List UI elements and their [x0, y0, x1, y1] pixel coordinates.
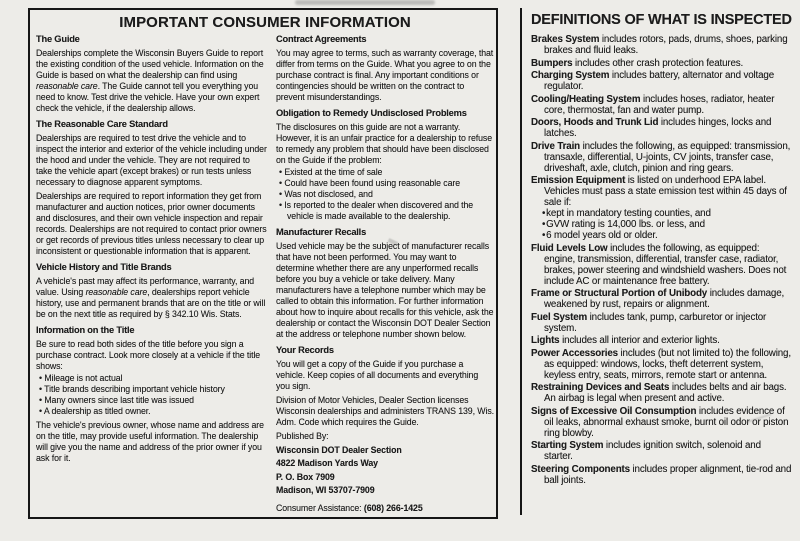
definition-bullet: • GVW rating is 14,000 lbs. or less, and [531, 219, 792, 230]
bullet-item: • A dealership as titled owner. [36, 406, 268, 417]
paragraph: Division of Motor Vehicles, Dealer Section licenses Wisconsin dealerships and administers TRANS 139, Wis. Adm. Code which requires the Guide. [276, 395, 494, 427]
definition-entry [531, 406, 792, 439]
paragraph: Dealerships are required to test drive the vehicle and to inspect the interior and exterior of the vehicle including under the hood and under the vehicle. They are not required to take the vehicle apart (except brakes) or run tests unless necessary to diagnose apparent symptoms. [36, 133, 267, 187]
definition-term: Fuel System [531, 311, 588, 323]
definition-text [531, 94, 792, 116]
paragraph: Be sure to read both sides of the title before you sign a purchase contract. Look more closely at a vehicle if the title shows: [36, 339, 261, 371]
bullet-item: • Could have been found using reasonable care [276, 178, 494, 189]
section-heading: Information on the Title [36, 325, 135, 335]
definition-entry [531, 464, 792, 486]
definition-description: includes rotors, pads, drums, shoes, parking brakes and fluid leaks. [544, 34, 788, 56]
section-heading: Your Records [276, 345, 334, 355]
definitions-list [531, 34, 792, 486]
address-line: Madison, WI 53707-7909 [276, 485, 375, 495]
definition-text [531, 288, 792, 310]
definition-bullet: • kept in mandatory testing counties, and [531, 208, 792, 219]
definition-text [531, 312, 792, 334]
definition-entry [531, 58, 792, 69]
definition-term: Cooling/Heating System [531, 93, 641, 105]
paragraph: Used vehicle may be the subject of manufacturer recalls that have not been performed. You may want to determine whether there are any unperformed recalls before you buy a vehicle or take delivery. Many manufacturers have a telephone number which may be called to obtain this information. For further information about how to inquire about recalls for this vehicle, ask the dealership or contact the Wisconsin DOT Dealer Section at the address or telephone number shown below. [276, 241, 494, 339]
definition-text [531, 335, 792, 346]
definition-entry [531, 440, 792, 462]
bullet-item: • Existed at the time of sale [276, 167, 494, 178]
definition-term: Emission Equipment [531, 175, 626, 186]
definition-entry [531, 348, 792, 381]
definition-entry [531, 243, 792, 287]
bullet-item: • Is reported to the dealer when discovered and the vehicle is made available to the dealership. [276, 200, 494, 222]
definition-description: is listed on underhood EPA label. Vehicles must pass a state emission test within 45 days of sale if: [544, 175, 787, 208]
definition-text [531, 464, 792, 486]
definition-entry [531, 288, 792, 310]
definition-entry [531, 70, 792, 92]
definition-text [531, 382, 792, 404]
definition-description: includes ignition switch, solenoid and starter. [544, 440, 761, 462]
definition-text [531, 141, 792, 174]
definition-description: includes the following, as equipped: transmission, transaxle, differential, U-joints, CV joints, transfer case, driveshaft, axle, clutch, pinion and ring gears. [544, 140, 791, 174]
definition-term: Steering Components [531, 463, 630, 475]
definition-term: Signs of Excessive Oil Consumption [531, 405, 697, 417]
definition-entry [531, 382, 792, 404]
definition-term: Frame or Structural Portion of Unibody [531, 288, 708, 299]
definition-term: Starting System [531, 440, 604, 451]
section-heading: Vehicle History and Title Brands [36, 262, 172, 272]
definition-entry [531, 94, 792, 116]
paragraph: Dealerships complete the Wisconsin Buyers Guide to report the existing condition of the used vehicle. Information on the Guide is based on what the dealership can find using reasonable care. The Guide cannot tell you everything you need to know. Test drive the vehicle. Have your own expert check the vehicle, if the dealership allows. [36, 48, 264, 113]
definition-term: Lights [531, 335, 560, 346]
bullet-item: • Was not disclosed, and [276, 189, 494, 200]
definition-term: Bumpers [531, 57, 573, 69]
consumer-info-columns [36, 34, 494, 514]
definition-text [531, 440, 792, 462]
left-column [36, 34, 268, 514]
definition-text [531, 117, 792, 139]
definition-bullet: • 6 model years old or older. [531, 230, 792, 241]
definition-description: includes evidence of oil leaks, abnormal exhaust smoke, burnt oil odor or piston ring blowby. [544, 405, 789, 439]
definition-term: Power Accessories [531, 347, 618, 359]
definition-text [531, 70, 792, 92]
section-heading: Manufacturer Recalls [276, 227, 367, 237]
scan-smudge [295, 0, 435, 5]
section-heading: Obligation to Remedy Undisclosed Problems [276, 108, 467, 118]
definition-description: includes all interior and exterior lights. [562, 335, 720, 346]
definition-description: includes (but not limited to) the following, as equipped: windows, locks, theft deterrent system, keyless entry, seats, mirrors, remote start or antenna. [544, 347, 791, 381]
address-line: P. O. Box 7909 [276, 471, 335, 482]
definition-term: Doors, Hoods and Trunk Lid [531, 117, 659, 128]
column-divider-line [520, 8, 522, 515]
section-heading: Contract Agreements [276, 34, 367, 44]
definition-text [531, 348, 792, 381]
definition-description: includes belts and air bags. An airbag is legal when present and active. [544, 382, 787, 404]
middle-column [276, 34, 494, 514]
definitions-column [531, 10, 792, 536]
section-heading: The Reasonable Care Standard [36, 119, 168, 129]
definition-term: Fluid Levels Low [531, 242, 608, 254]
definition-entry [531, 34, 792, 56]
address-block [276, 445, 494, 497]
definition-description: includes hoses, radiator, heater core, thermostat, fan and water pump. [544, 93, 775, 116]
bullet-item: • Mileage is not actual [36, 373, 268, 384]
section-heading: The Guide [36, 34, 80, 44]
paragraph: You may agree to terms, such as warranty coverage, that differ from terms on the Guide. What you agree to on the purchase contract is final. Any important conditions or contingencies should be written on the contract to prevent misunderstandings. [276, 48, 494, 102]
paragraph: Published By: [276, 431, 329, 441]
definition-text [531, 243, 792, 287]
definitions-title: DEFINITIONS OF WHAT IS INSPECTED [531, 12, 792, 28]
consumer-info-title: IMPORTANT CONSUMER INFORMATION [119, 14, 411, 31]
definition-entry [531, 117, 792, 139]
definition-description: includes the following, as equipped: engine, transmission, differential, transfer case, radiator, brakes, power steering and windshield washers. Does not include AC or maintenance free battery. [544, 242, 787, 287]
definition-term: Drive Train [531, 140, 580, 152]
paragraph: A vehicle's past may affect its performance, warranty, and value. Using reasonable care, dealerships report vehicle history, use and permanent brands that are on the title or will be on the next title as required by § 342.10 Wis. Stats. [36, 276, 266, 319]
address-line: Wisconsin DOT Dealer Section [276, 444, 402, 455]
paragraph: You will get a copy of the Guide if you purchase a vehicle. Keep copies of all documents and everything you sign. [276, 359, 479, 391]
definition-description: includes tank, pump, carburetor or injector system. [544, 311, 767, 334]
definition-description: includes other crash protection features. [575, 57, 744, 69]
address-line: 4822 Madison Yards Way [276, 458, 378, 468]
bullet-item: • Title brands describing important vehicle history [36, 384, 268, 395]
definition-term: Restraining Devices and Seats [531, 382, 670, 393]
definition-text [531, 175, 792, 208]
definition-description: includes damage, weakened by rust, repairs or alignment. [544, 288, 785, 310]
definition-description: includes battery, alternator and voltage regulator. [544, 70, 775, 92]
paragraph: Consumer Assistance: (608) 266-1425 [276, 503, 423, 513]
definition-entry [531, 335, 792, 346]
definition-description: includes hinges, locks and latches. [544, 117, 772, 139]
paragraph: The disclosures on this guide are not a warranty. However, it is an unfair practice for a dealership to refuse to remedy any problem that should have been disclosed on the Guide if the problem: [276, 122, 492, 165]
consumer-info-box [28, 8, 498, 519]
definition-text [531, 406, 792, 439]
paragraph: Dealerships are required to report information they get from manufacturer and auction notices, prior owner documents and disclosures, and their own vehicle inspection and repair records. Dealerships are not required to contact prior owners or get records of previous titles unless necessary to clear up inconsistent or questionable information that is apparent. [36, 191, 267, 256]
definition-entry [531, 141, 792, 174]
definition-term: Charging System [531, 70, 610, 81]
definition-description: includes proper alignment, tie-rod and ball joints. [544, 463, 792, 486]
definition-term: Brakes System [531, 34, 600, 45]
definition-text [531, 34, 792, 56]
definition-entry [531, 312, 792, 334]
paragraph: The vehicle's previous owner, whose name and address are on the title, may provide useful information. The dealership will give you the name and address of the prior owner if you ask for it. [36, 420, 264, 463]
bullet-item: • Many owners since last title was issued [36, 395, 268, 406]
bullet-list [276, 167, 494, 222]
bullet-list [36, 373, 268, 417]
definition-entry [531, 175, 792, 241]
definition-text [531, 58, 792, 69]
